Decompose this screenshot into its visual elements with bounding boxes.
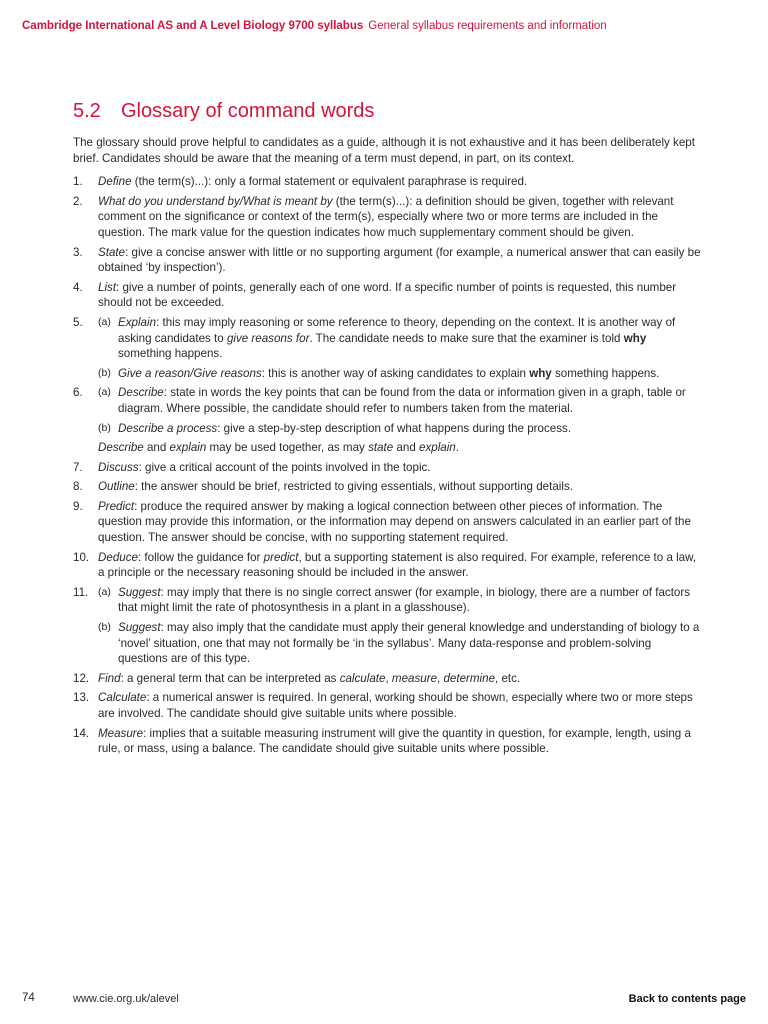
definition: : implies that a suitable measuring instrument will give the quantity in question, for example, length, using a rule, or mass, using a balance. The candidate should give suitable units where possible. [98,726,691,756]
term: State [98,245,126,259]
glossary-item-explain [73,315,701,381]
term: Define [98,175,132,189]
glossary-item-measure [73,726,701,757]
term: Describe [118,386,164,400]
item-number: 9. [73,499,83,513]
term: explain [169,441,207,455]
definition: : give a number of points, generally each of one word. If a specific number of points is requested, this number should not be exceeded. [98,280,677,310]
glossary-item-outline [73,479,701,495]
subitem-letter: (b) [98,366,111,379]
note-text: and [393,441,419,455]
definition: : state in words the key points that can be found from the data or information given in a graph, table or diagram. Where possible, the candidate should refer to numbers taken from the material. [118,386,686,415]
describe-explain-note [98,440,701,456]
glossary-item-suggest [73,585,701,667]
emphasis: measure [391,671,438,685]
definition: : a numerical answer is required. In general, working should be shown, especially where two or more steps are involved. The candidate should give suitable units where possible. [98,691,693,720]
definition-text: . The candidate needs to make sure that the examiner is told [309,331,624,345]
term: Suggest [118,585,161,599]
glossary-item-describe [73,385,701,455]
emphasis: determine [443,671,496,685]
definition-text: something happens. [118,347,223,361]
subitem-suggest-a [98,585,701,616]
strong-text: why [623,331,647,345]
emphasis: give reasons for [226,331,310,345]
note-text: may be used together, as may [206,441,369,455]
running-header [22,20,607,32]
term: Find [98,671,121,685]
intro-paragraph: The glossary should prove helpful to candidates as a guide, although it is not exhaustive and it has been deliberately kept brief. Candidates should be aware that the meaning of a term must depend, in part, on its context. [73,136,695,165]
item-number: 13. [73,691,90,705]
emphasis: predict [263,550,299,564]
subitem-describe-process [98,421,701,437]
note-text: . [455,441,459,455]
glossary-item-what-is-meant-by [73,194,701,241]
item-number: 7. [73,460,83,474]
definition-text: , [437,671,444,685]
item-number: 14. [73,726,90,740]
glossary-item-state [73,245,701,276]
term: Deduce [98,550,138,564]
section-number: 5.2 [73,100,101,122]
emphasis: calculate [339,671,386,685]
item-number: 11. [73,585,89,599]
definition: : produce the required answer by making a logical connection between other pieces of information. The question may provide this information, or the information may depend on answers calculated in an earlier part of the question. The answer should be concise, with no supporting statement required. [98,499,691,545]
definition: (the term(s)...): only a formal statement or equivalent paraphrase is required. [131,175,528,189]
term: Measure [98,726,144,740]
section-heading: Glossary of command words [121,100,375,122]
term: Describe a process [118,421,218,435]
definition: (the term(s)...): a definition should be given, together with relevant comment on the significance or context of the term(s), especially where two or more terms are included in the question. The mark value for the question indicates how much supplementary comment should be given. [98,194,674,239]
item-number: 6. [73,386,83,400]
item-number: 3. [73,245,83,259]
subitem-letter: (a) [98,585,111,598]
glossary-item-define [73,174,701,190]
subitem-give-reasons [98,366,701,382]
definition-text: : this is another way of asking candidates to explain [261,366,530,380]
subitem-letter: (b) [98,421,111,434]
glossary-item-discuss [73,460,701,476]
subitem-letter: (b) [98,621,111,634]
item-number: 4. [73,280,83,294]
syllabus-title: Cambridge International AS and A Level Biology 9700 syllabus [22,20,364,32]
subitem-suggest-b [98,620,701,667]
term: Explain [118,315,157,329]
glossary-item-find [73,671,701,687]
term: Discuss [98,460,139,474]
term: List [98,280,117,294]
subitem-explain [98,315,701,362]
definition: : give a concise answer with little or no supporting argument (for example, a numerical answer that can easily be obtained ‘by inspection’). [98,245,701,275]
definition: : may imply that there is no single correct answer (for example, in biology, there are a number of factors that might limit the rate of photosynthesis in a plant in a glasshouse). [118,585,691,615]
definition: : may also imply that the candidate must apply their general knowledge and understanding of biology to a ‘novel’ situation, one that may not formally be ‘in the syllabus’. Many data-response and problem-solving questions are of this type. [118,621,700,666]
glossary-content [73,135,701,761]
back-to-contents-link[interactable]: Back to contents page [628,993,746,1005]
note-text: and [143,441,170,455]
item-number: 10. [73,550,90,564]
term: Suggest [118,621,161,635]
page-number: 74 [22,992,35,1004]
definition-text: : this may imply reasoning or some reference to theory, depending on the context. It is another way of asking candidates to [118,315,676,345]
definition-text: , [385,671,392,685]
subitem-letter: (a) [98,386,111,399]
term: Outline [98,480,135,494]
glossary-item-list [73,280,701,311]
item-number: 1. [73,175,83,189]
website-link[interactable]: www.cie.org.uk/alevel [73,993,179,1005]
definition-text: : a general term that can be interpreted as [120,671,340,685]
glossary-item-predict [73,499,701,546]
definition-text: , etc. [495,671,521,685]
term: state [368,441,394,455]
glossary-item-deduce [73,550,701,581]
definition-text: something happens. [551,366,660,380]
definition-text: , but a supporting statement is also required. For example, reference to a law, a principle or the necessary reasoning should be included in the answer. [98,550,697,580]
definition: : give a critical account of the points involved in the topic. [138,460,431,474]
term: Predict [98,499,135,513]
definition-text: : follow the guidance for [137,550,264,564]
term: What do you understand by/What is meant by [98,194,333,208]
term: Describe [98,441,144,455]
term: explain [419,441,456,455]
item-number: 8. [73,480,83,494]
term: Give a reason/Give reasons [118,366,262,380]
item-number: 5. [73,315,83,329]
item-number: 12. [73,671,90,685]
subitem-letter: (a) [98,315,111,328]
strong-text: why [529,366,552,380]
glossary-item-calculate [73,690,701,721]
page-title [73,100,374,123]
term: Calculate [98,691,147,705]
section-title: General syllabus requirements and information [368,20,607,32]
item-number: 2. [73,194,83,208]
definition: : the answer should be brief, restricted to giving essentials, without supporting details. [134,480,573,494]
definition: : give a step-by-step description of what happens during the process. [217,421,572,435]
subitem-describe [98,385,701,416]
